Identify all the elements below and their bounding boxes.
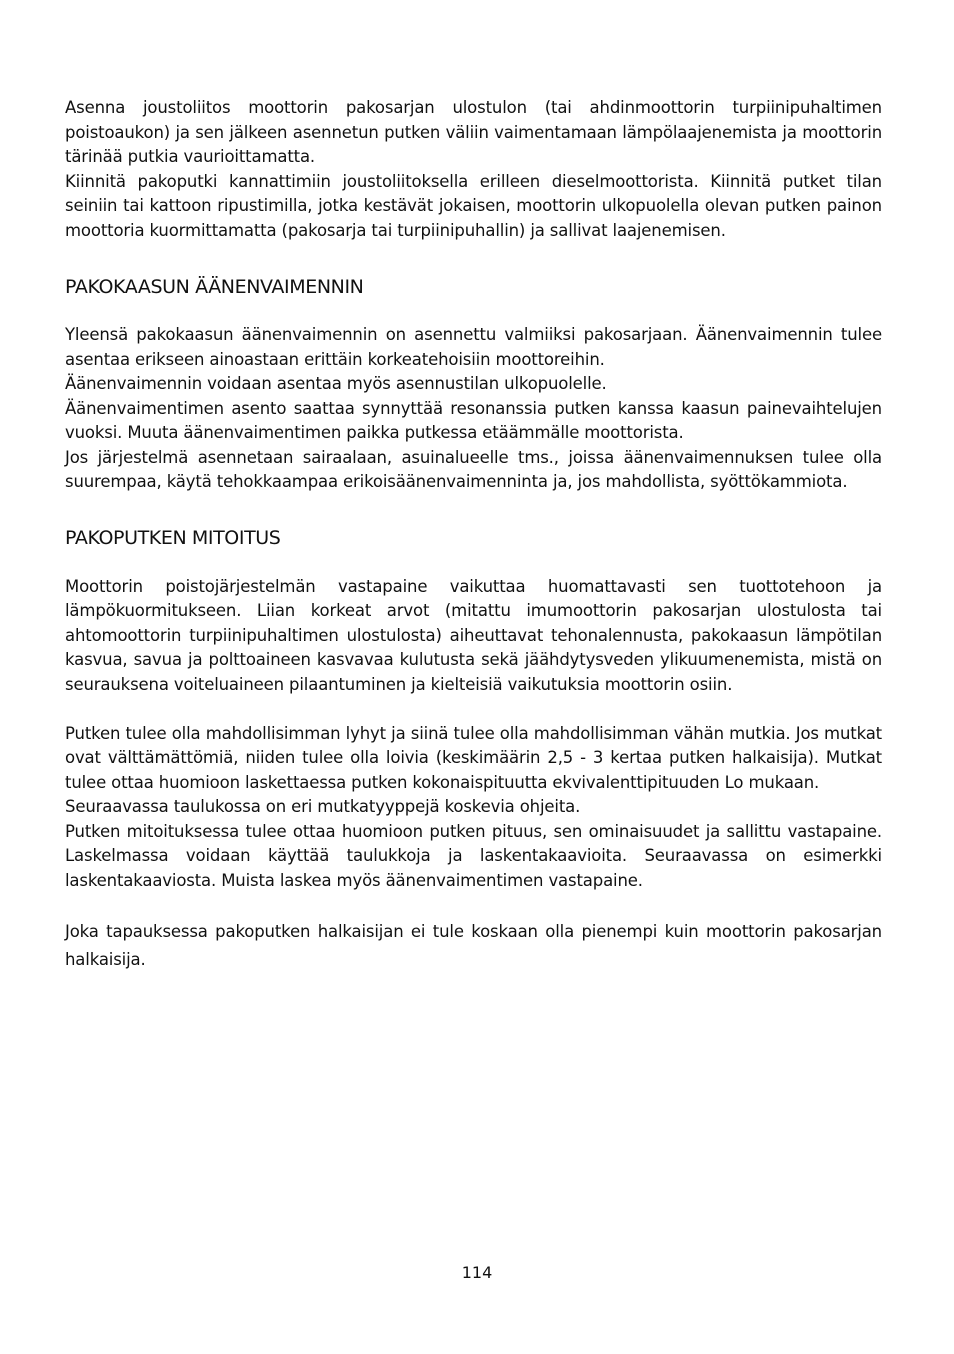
- muffler-paragraph-4: Jos järjestelmä asennetaan sairaalaan, asuinalueelle tms., joissa äänenvaimennuksen tulee olla suurempaa, käytä tehokkaampaa erikoisäänenvaimenninta ja, jos mahdollista, syöttökammiota.: [65, 447, 882, 491]
- sizing-paragraph-4: Putken mitoituksessa tulee ottaa huomioon putken pituus, sen ominaisuudet ja sallittu vastapaine. Laskelmassa voidaan käyttää taulukkoja ja laskentakaavioita. Seuraavassa on esimerkki laskentakaaviosta. Muista laskea myös äänenvaimentimen vastapaine.: [65, 821, 882, 890]
- sizing-paragraph-1: Moottorin poistojärjestelmän vastapaine vaikuttaa huomattavasti sen tuottotehoon ja lämpökuormitukseen. Liian korkeat arvot (mitattu imumoottorin pakosarjan ulostulosta tai ahtomoottorin turpiinipuhaltimen ulostulosta) aiheuttavat tehonalennusta, pakokaasun lämpötilan kasvua, savua ja polttoaineen kasvavaa kulutusta sekä jäähdytysveden ylikuumenemista, mistä on seurauksena voiteluaineen pilaantuminen ja kielteisiä vaikutuksia moottorin osiin.: [65, 576, 882, 694]
- section-heading-muffler: PAKOKAASUN ÄÄNENVAIMENNIN: [65, 275, 364, 298]
- intro-paragraph-2: Kiinnitä pakoputki kannattimiin joustoliitoksella erilleen dieselmoottorista. Kiinnitä putket tilan seiniin tai kattoon ripustimilla, jotka kestävät jokaisen, moottorin ulkopuolella olevan putken painon moottoria kuormittamatta (pakosarja tai turpiinipuhallin) ja sallivat laajenemisen.: [65, 171, 882, 240]
- sizing-paragraph-5: Joka tapauksessa pakoputken halkaisijan ei tule koskaan olla pienempi kuin moottorin pakosarjan halkaisija.: [65, 921, 882, 969]
- muffler-paragraph-2: Äänenvaimennin voidaan asentaa myös asennustilan ulkopuolelle.: [65, 374, 607, 393]
- spacer: [65, 697, 882, 722]
- spacer: [65, 243, 882, 268]
- page-number: 114: [461, 1263, 493, 1282]
- sizing-paragraph-3: Seuraavassa taulukossa on eri mutkatyyppejä koskevia ohjeita.: [65, 797, 581, 816]
- muffler-paragraph-3: Äänenvaimentimen asento saattaa synnyttää resonanssia putken kanssa kaasun painevaihtelujen vuoksi. Muuta äänenvaimentimen paikka putkessa etäämmälle moottorista.: [65, 398, 882, 442]
- spacer: [65, 893, 882, 918]
- document-page: [65, 96, 882, 974]
- muffler-paragraph-1: Yleensä pakokaasun äänenvaimennin on asennettu valmiiksi pakosarjaan. Äänenvaimennin tulee asentaa erikseen ainoastaan erittäin korkeatehoisiin moottoreihin.: [65, 325, 882, 369]
- spacer: [65, 550, 882, 575]
- spacer: [65, 495, 882, 520]
- intro-paragraph-1: Asenna joustoliitos moottorin pakosarjan ulostulon (tai ahdinmoottorin turpiinipuhaltimen poistoaukon) ja sen jälkeen asennetun putken väliin vaimentamaan lämpölaajenemista ja moottorin tärinää putkia vaurioittamatta.: [65, 98, 882, 166]
- sizing-paragraph-2: Putken tulee olla mahdollisimman lyhyt ja siinä tulee olla mahdollisimman vähän mutkia. Jos mutkat ovat välttämättömiä, niiden tulee olla loivia (keskimäärin 2,5 - 3 kertaa putken halkaisija). Mutkat tulee ottaa huomioon laskettaessa putken kokonaispituutta ekvivalenttipituuden Lo mukaan.: [65, 723, 882, 792]
- section-heading-pipe-sizing: PAKOPUTKEN MITOITUS: [65, 527, 281, 549]
- spacer: [65, 299, 882, 324]
